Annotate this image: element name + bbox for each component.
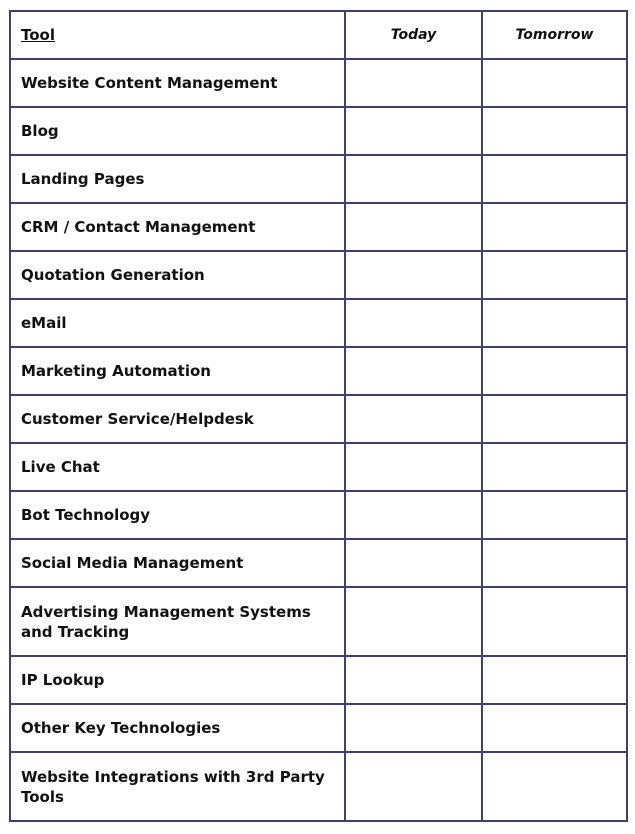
tool-cell: eMail: [10, 299, 345, 347]
today-cell[interactable]: [345, 203, 482, 251]
tool-cell: Other Key Technologies: [10, 704, 345, 752]
tomorrow-cell[interactable]: [482, 251, 627, 299]
tool-cell: IP Lookup: [10, 656, 345, 704]
tool-cell: Website Integrations with 3rd Party Tools: [10, 752, 345, 821]
table-row: [10, 59, 627, 107]
tomorrow-cell[interactable]: [482, 203, 627, 251]
table-header-row: [10, 11, 627, 59]
today-cell[interactable]: [345, 587, 482, 656]
table-row: [10, 251, 627, 299]
tomorrow-cell[interactable]: [482, 107, 627, 155]
table-row: [10, 203, 627, 251]
today-cell[interactable]: [345, 656, 482, 704]
table-row: [10, 155, 627, 203]
header-tomorrow: Tomorrow: [482, 11, 627, 59]
tool-cell: Marketing Automation: [10, 347, 345, 395]
today-cell[interactable]: [345, 395, 482, 443]
tool-cell: Landing Pages: [10, 155, 345, 203]
today-cell[interactable]: [345, 299, 482, 347]
today-cell[interactable]: [345, 107, 482, 155]
tool-cell: Advertising Management Systems and Tracking: [10, 587, 345, 656]
today-cell[interactable]: [345, 443, 482, 491]
table-row: [10, 704, 627, 752]
header-tool: [10, 11, 345, 59]
tomorrow-cell[interactable]: [482, 752, 627, 821]
tool-cell: CRM / Contact Management: [10, 203, 345, 251]
tomorrow-cell[interactable]: [482, 656, 627, 704]
today-cell[interactable]: [345, 347, 482, 395]
tomorrow-cell[interactable]: [482, 299, 627, 347]
table-row: [10, 107, 627, 155]
tomorrow-cell[interactable]: [482, 155, 627, 203]
table-row: [10, 539, 627, 587]
table-row: [10, 299, 627, 347]
table-row: [10, 347, 627, 395]
today-cell[interactable]: [345, 539, 482, 587]
tools-comparison-table: [9, 10, 628, 822]
tomorrow-cell[interactable]: [482, 539, 627, 587]
tomorrow-cell[interactable]: [482, 704, 627, 752]
tool-cell: Customer Service/Helpdesk: [10, 395, 345, 443]
table-row: [10, 395, 627, 443]
tool-cell: Bot Technology: [10, 491, 345, 539]
tool-cell: Blog: [10, 107, 345, 155]
tool-cell: Quotation Generation: [10, 251, 345, 299]
tool-cell: Website Content Management: [10, 59, 345, 107]
table-row: [10, 491, 627, 539]
tomorrow-cell[interactable]: [482, 59, 627, 107]
today-cell[interactable]: [345, 491, 482, 539]
tool-cell: Live Chat: [10, 443, 345, 491]
today-cell[interactable]: [345, 155, 482, 203]
tomorrow-cell[interactable]: [482, 347, 627, 395]
table-row: [10, 752, 627, 821]
today-cell[interactable]: [345, 704, 482, 752]
tomorrow-cell[interactable]: [482, 587, 627, 656]
header-tool-label: Tool: [21, 26, 55, 44]
table-row: [10, 587, 627, 656]
tool-cell: Social Media Management: [10, 539, 345, 587]
header-today: Today: [345, 11, 482, 59]
tomorrow-cell[interactable]: [482, 443, 627, 491]
table-row: [10, 443, 627, 491]
table-row: [10, 656, 627, 704]
tomorrow-cell[interactable]: [482, 491, 627, 539]
today-cell[interactable]: [345, 59, 482, 107]
today-cell[interactable]: [345, 752, 482, 821]
tomorrow-cell[interactable]: [482, 395, 627, 443]
today-cell[interactable]: [345, 251, 482, 299]
